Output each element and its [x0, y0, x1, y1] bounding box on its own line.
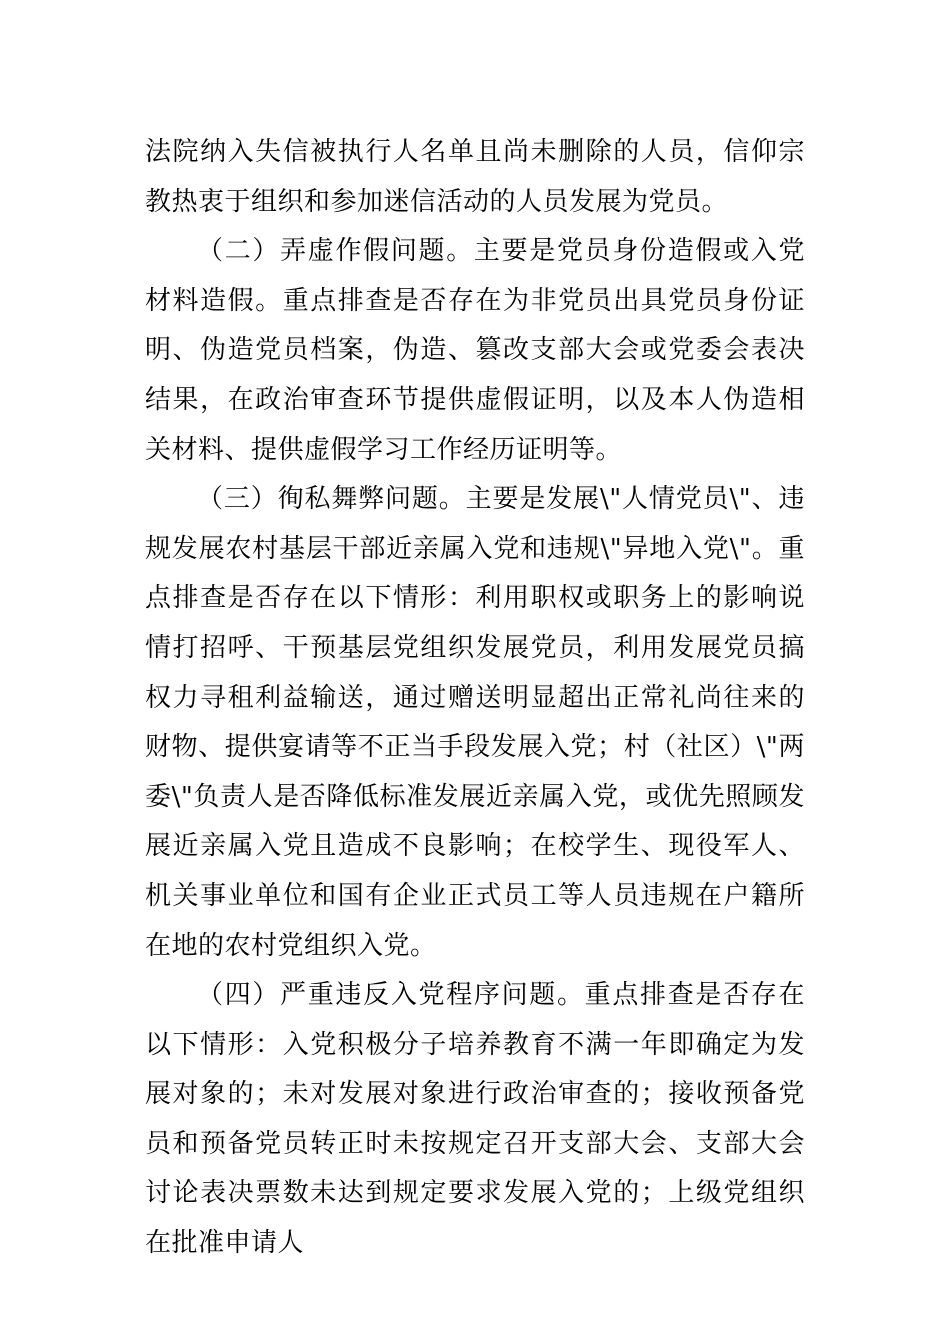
document-body — [145, 128, 805, 1269]
paragraph-procedure-violations: （四）严重违反入党程序问题。重点排查是否存在以下情形：入党积极分子培养教育不满一年即确定为发展对象的；未对发展对象进行政治审查的；接收预备党员和预备党员转正时未按规定召开支部大会、支部大会讨论表决票数未达到规定要求发展入党的；上级党组织在批准申请人 — [145, 980, 805, 1259]
paragraph-continuation: 法院纳入失信被执行人名单且尚未删除的人员，信仰宗教热衷于组织和参加迷信活动的人员发展为党员。 — [145, 137, 805, 217]
paragraph-fraud-issues: （二）弄虚作假问题。主要是党员身份造假或入党材料造假。重点排查是否存在为非党员出具党员身份证明、伪造党员档案，伪造、篡改支部大会或党委会表决结果，在政治审查环节提供虚假证明，以及本人伪造相关材料、提供虚假学习工作经历证明等。 — [145, 236, 805, 465]
paragraph-favoritism-issues: （三）徇私舞弊问题。主要是发展\"人情党员\"、违规发展农村基层干部近亲属入党和违规\"异地入党\"。重点排查是否存在以下情形：利用职权或职务上的影响说情打招呼、干预基层党组织发展党员，利用发展党员搞权力寻租利益输送，通过赠送明显超出正常礼尚往来的财物、提供宴请等不正当手段发展入党；村（社区）\"两委\"负责人是否降低标准发展近亲属入党，或优先照顾发展近亲属入党且造成不良影响；在校学生、现役军人、机关事业单位和国有企业正式员工等人员违规在户籍所在地的农村党组织入党。 — [145, 484, 805, 961]
